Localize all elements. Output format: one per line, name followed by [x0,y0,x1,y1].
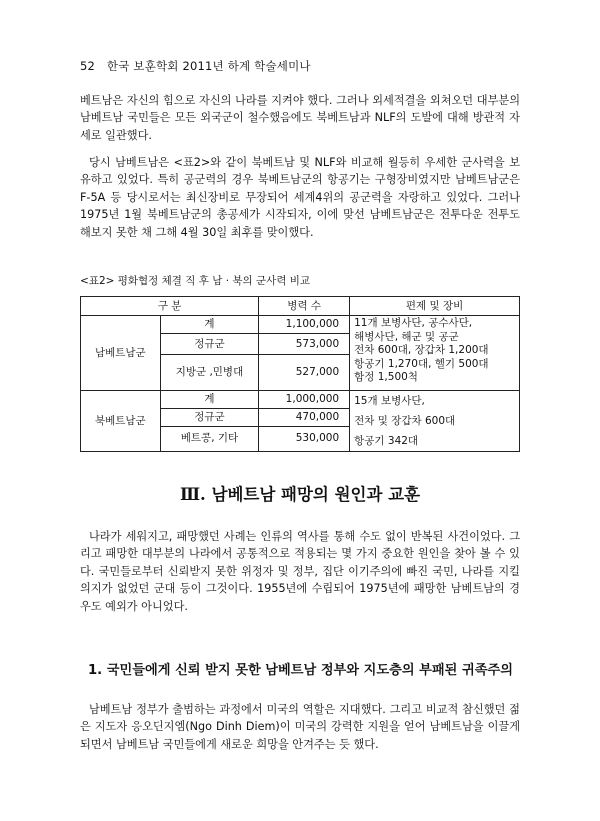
south-count-militia: 527,000 [259,355,350,391]
paragraph-3-text: 나라가 세워지고, 패망했던 사례는 인류의 역사를 통해 수도 없이 반복된 사건이었다. 그리고 패망한 대부분의 나라에서 공통적으로 적용되는 몇 가지 중요한 원인을 찾아 볼 수 있다. 국민들로부터 신뢰받지 못한 위정자 및 정부, 집단 이기주의에 빠진 국민, 나라를 지킬 의지가 없었던 군대 등이 그것이다. 1955년에 수립되어 1975년에 패망한 남베트남의 경우도 예외가 아니었다. [80,530,520,613]
north-region-label: 북베트남군 [81,391,161,452]
paragraph-4-text: 남베트남 정부가 출범하는 과정에서 미국의 역할은 지대했다. 그리고 비교적 참신했던 젊은 지도자 응오딘지엠(Ngo Dinh Diem)이 미국의 강력한 지원을 얻어 남베트남을 이끌게 되면서 남베트남 국민들에게 새로운 희망을 안겨주는 듯 했다. [80,703,520,751]
north-unit-regular: 정규군 [160,408,259,426]
paragraph-1 [80,92,520,144]
north-equipment-line: 전차 및 장갑차 600대 [354,415,456,427]
north-count-regular: 470,000 [259,408,350,426]
south-equipment-line: 함정 1,500척 [354,371,418,384]
page-number: 52 [80,59,96,73]
south-count-regular: 573,000 [259,334,350,355]
paragraph-3 [80,528,520,615]
south-count-total: 1,100,000 [259,316,350,334]
paragraph-4 [80,701,520,753]
table-header-row [81,297,520,316]
table-row [81,316,520,334]
north-equipment-line: 항공기 342대 [354,435,419,447]
north-equipment-line: 15개 보병사단, [354,395,425,407]
south-equipment-line: 해병사단, 해군 및 공군 [354,330,459,343]
north-count-other: 530,000 [259,426,350,451]
south-unit-total: 계 [160,316,259,334]
south-unit-regular: 정규군 [160,334,259,355]
south-unit-militia: 지방군 ,민병대 [160,355,259,391]
table-row [81,391,520,409]
section-title: Ⅲ. 남베트남 패망의 원인과 교훈 [179,485,421,504]
north-count-total: 1,000,000 [259,391,350,409]
paragraph-1-text: 베트남은 자신의 힘으로 자신의 나라를 지켜야 했다. 그러나 외세적결을 외쳐오던 대부분의 남베트남 국민들은 모든 외국군이 철수했음에도 북베트남과 NLF의 도발에 대해 방관적 자세로 일관했다. [80,94,520,142]
military-forces-table [80,296,520,452]
north-unit-other: 베트콩, 기타 [160,426,259,451]
running-title: 한국 보훈학회 2011년 하계 학술세미나 [106,59,311,73]
paragraph-2-text: 당시 남베트남은 <표2>와 같이 북베트남 및 NLF와 비교해 월등히 우세한 군사력을 보유하고 있었다. 특히 공군력의 경우 북베트남군의 항공기는 구형장비였지만 남베트남군은 F-5A 등 당시로서는 최신장비로 무장되어 세계4위의 공군력을 자랑하고 있었다. 그러나 1975년 1월 북베트남군의 총공세가 시작되자, 이에 맞선 남베트남군은 전투다운 전투도 해보지 못한 채 그해 4월 30일 최후를 맞이했다. [80,156,520,239]
south-equipment-line: 항공기 1,270대, 헬기 500대 [354,357,489,370]
south-equipment-line: 11개 보병사단, 공수사단, [354,317,473,329]
header-equipment: 편제 및 장비 [350,297,520,316]
page-header [80,58,311,74]
south-region-label: 남베트남군 [81,316,161,391]
north-equipment [350,391,520,452]
paragraph-2 [80,154,520,241]
header-division: 구 분 [81,297,259,316]
header-strength: 병력 수 [259,297,350,316]
subsection-title: 1. 국민들에게 신뢰 받지 못한 남베트남 정부와 지도층의 부패된 귀족주의 [88,663,513,678]
table-caption: <표2> 평화협정 체결 직 후 남 · 북의 군사력 비교 [80,275,311,287]
south-equipment [350,316,520,391]
south-equipment-line: 전차 600대, 장갑차 1,200대 [354,344,489,357]
north-unit-total: 계 [160,391,259,409]
